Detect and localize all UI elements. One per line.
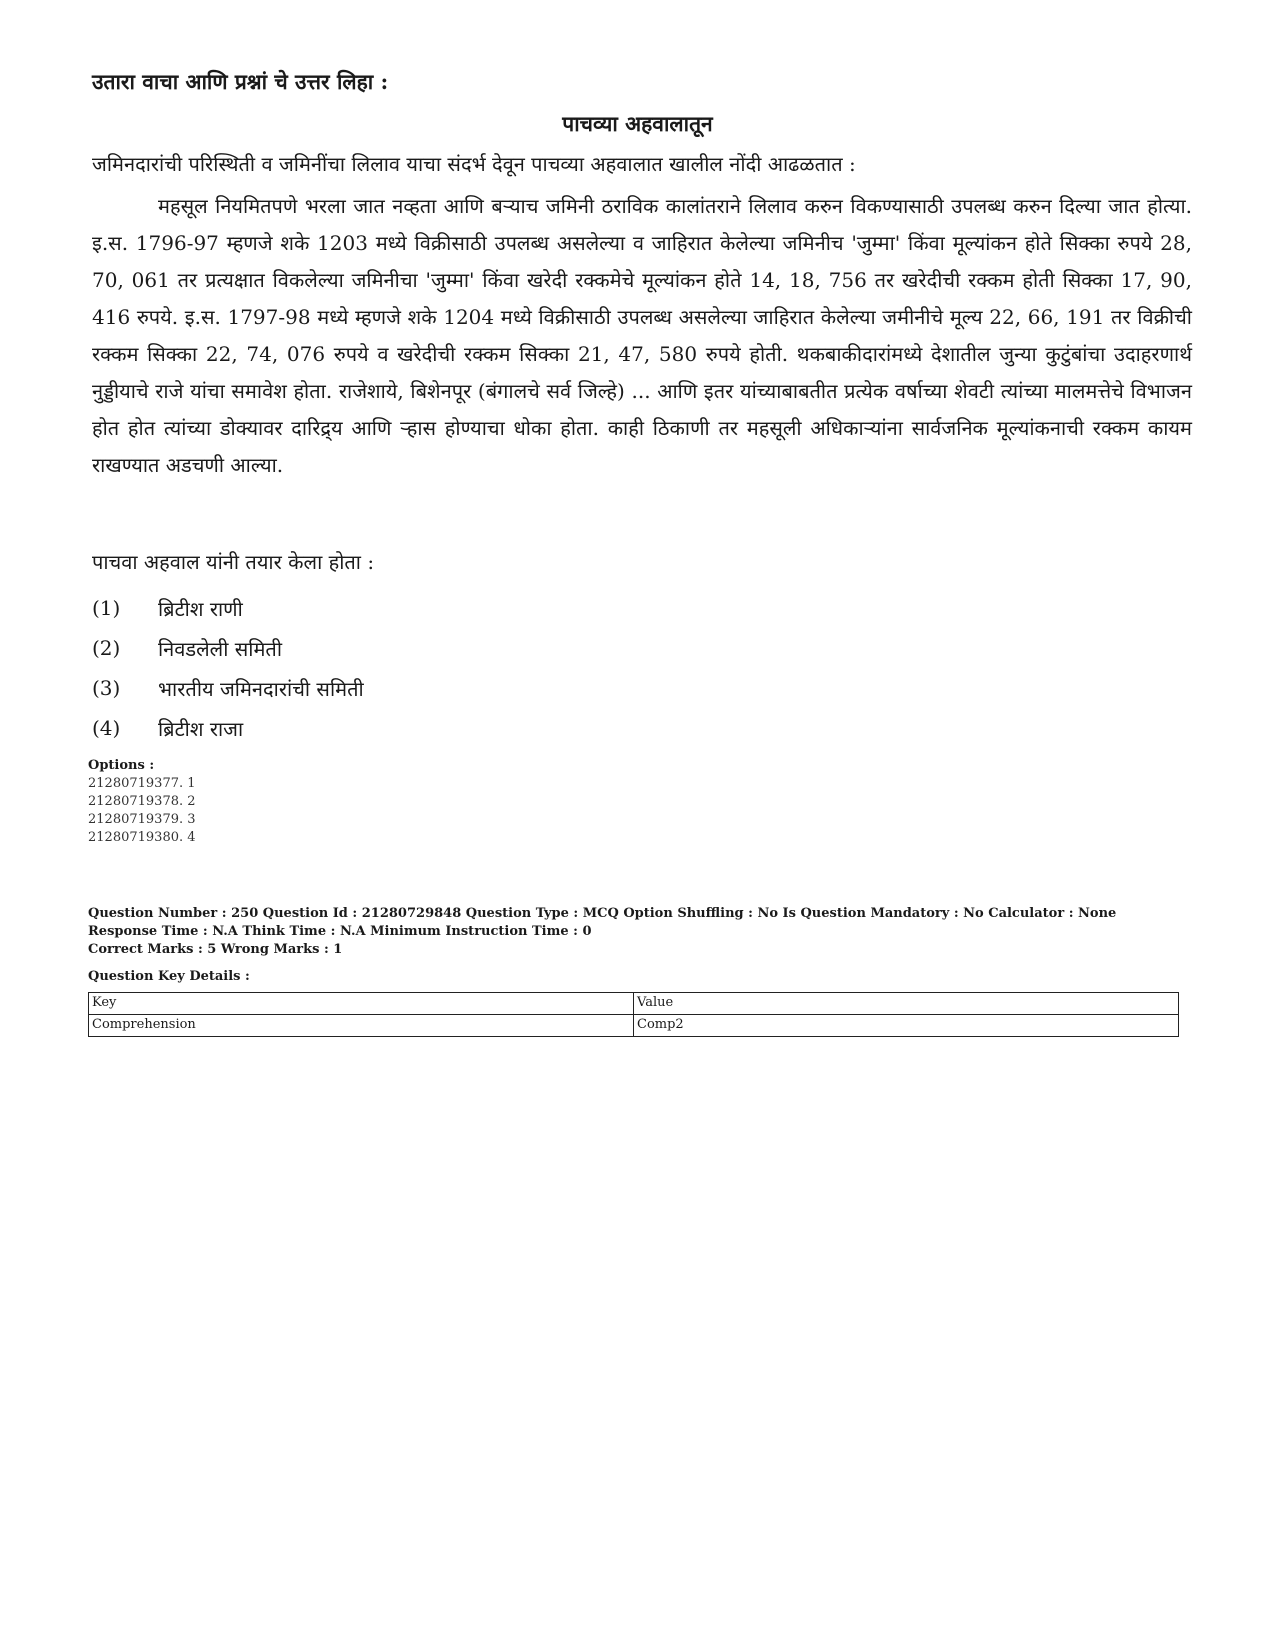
table-cell: Comp2 [634, 1015, 1179, 1037]
question-meta [88, 905, 1188, 959]
choice-number: (3) [92, 676, 121, 700]
passage-body: महसूल नियमितपणे भरला जात नव्हता आणि बऱ्याच जमिनी ठराविक कालांतराने लिलाव करुन विकण्यासाठी उपलब्ध करुन दिल्या जात होत्या. इ.स. 1796-97 म्हणजे शके 1203 मध्ये विक्रीसाठी उपलब्ध असलेल्या व जाहिरात केलेल्या जमिनीच 'जुम्मा' किंवा मूल्यांकन होते सिक्का रुपये 28, 70, 061 तर प्रत्यक्षात विकलेल्या जमिनीचा 'जुम्मा' किंवा खरेदी रक्कमेचे मूल्यांकन होते 14, 18, 756 तर खरेदीची रक्कम होती सिक्का 17, 90, 416 रुपये. इ.स. 1797-98 मध्ये म्हणजे शके 1204 मध्ये विक्रीसाठी उपलब्ध असलेल्या जाहिरात केलेल्या जमीनीचे मूल्य 22, 66, 191 तर विक्रीची रक्कम सिक्का 22, 74, 076 रुपये व खरेदीची रक्कम सिक्का 21, 47, 580 रुपये होती. थकबाकीदारांमध्ये देशातील जुन्या कुटुंबांचा उदाहरणार्थ नुड्डीयाचे राजे यांचा समावेश होता. राजेशाये, बिशेनपूर (बंगालचे सर्व जिल्हे) ... आणि इतर यांच्याबाबतीत प्रत्येक वर्षाच्या शेवटी त्यांच्या मालमत्तेचे विभाजन होत होत त्यांच्या डोक्यावर दारिद्र्य आणि ऱ्हास होण्याचा धोका होता. काही ठिकाणी तर महसूली अधिकाऱ्यांना सार्वजनिक मूल्यांकनाची रक्कम कायम राखण्यात अडचणी आल्या. [92, 194, 1192, 477]
answer-choices [92, 588, 364, 748]
instruction-heading: उतारा वाचा आणि प्रश्नां चे उत्तर लिहा : [92, 69, 389, 94]
table-header-cell: Key [89, 993, 634, 1015]
table-row [89, 1015, 1179, 1037]
table-cell: Comprehension [89, 1015, 634, 1037]
options-label: Options : [88, 758, 155, 773]
choice-number: (4) [92, 716, 121, 740]
question-text: पाचवा अहवाल यांनी तयार केला होता : [92, 550, 375, 574]
choice-3 [92, 668, 364, 708]
choice-text: ब्रिटीश राणी [158, 596, 243, 621]
passage-intro: जमिनदारांची परिस्थिती व जमिनींचा लिलाव याचा संदर्भ देवून पाचव्या अहवालात खालील नोंदी आढळतात : [92, 152, 856, 176]
table-header-cell: Value [634, 993, 1179, 1015]
option-id: 21280719379. 3 [88, 812, 196, 827]
key-details-title: Question Key Details : [88, 969, 250, 984]
table-header-row [89, 993, 1179, 1015]
key-details-table [88, 992, 1179, 1037]
choice-2 [92, 628, 364, 668]
choice-4 [92, 708, 364, 748]
choice-text: भारतीय जमिनदारांची समिती [158, 676, 364, 701]
passage-title: पाचव्या अहवालातून [562, 111, 713, 136]
choice-text: निवडलेली समिती [158, 636, 282, 661]
option-id: 21280719380. 4 [88, 830, 196, 845]
choice-number: (2) [92, 636, 121, 660]
option-id: 21280719378. 2 [88, 794, 196, 809]
question-meta-line: Correct Marks : 5 Wrong Marks : 1 [88, 942, 343, 957]
question-meta-line: Response Time : N.A Think Time : N.A Minimum Instruction Time : 0 [88, 924, 592, 939]
choice-number: (1) [92, 596, 121, 620]
options-block [88, 757, 196, 847]
choice-text: ब्रिटीश राजा [158, 716, 244, 741]
option-id: 21280719377. 1 [88, 776, 196, 791]
question-meta-line: Question Number : 250 Question Id : 21280729848 Question Type : MCQ Option Shuffling : No Is Question Mandatory : No Calculator : None [88, 906, 1117, 921]
choice-1 [92, 588, 364, 628]
